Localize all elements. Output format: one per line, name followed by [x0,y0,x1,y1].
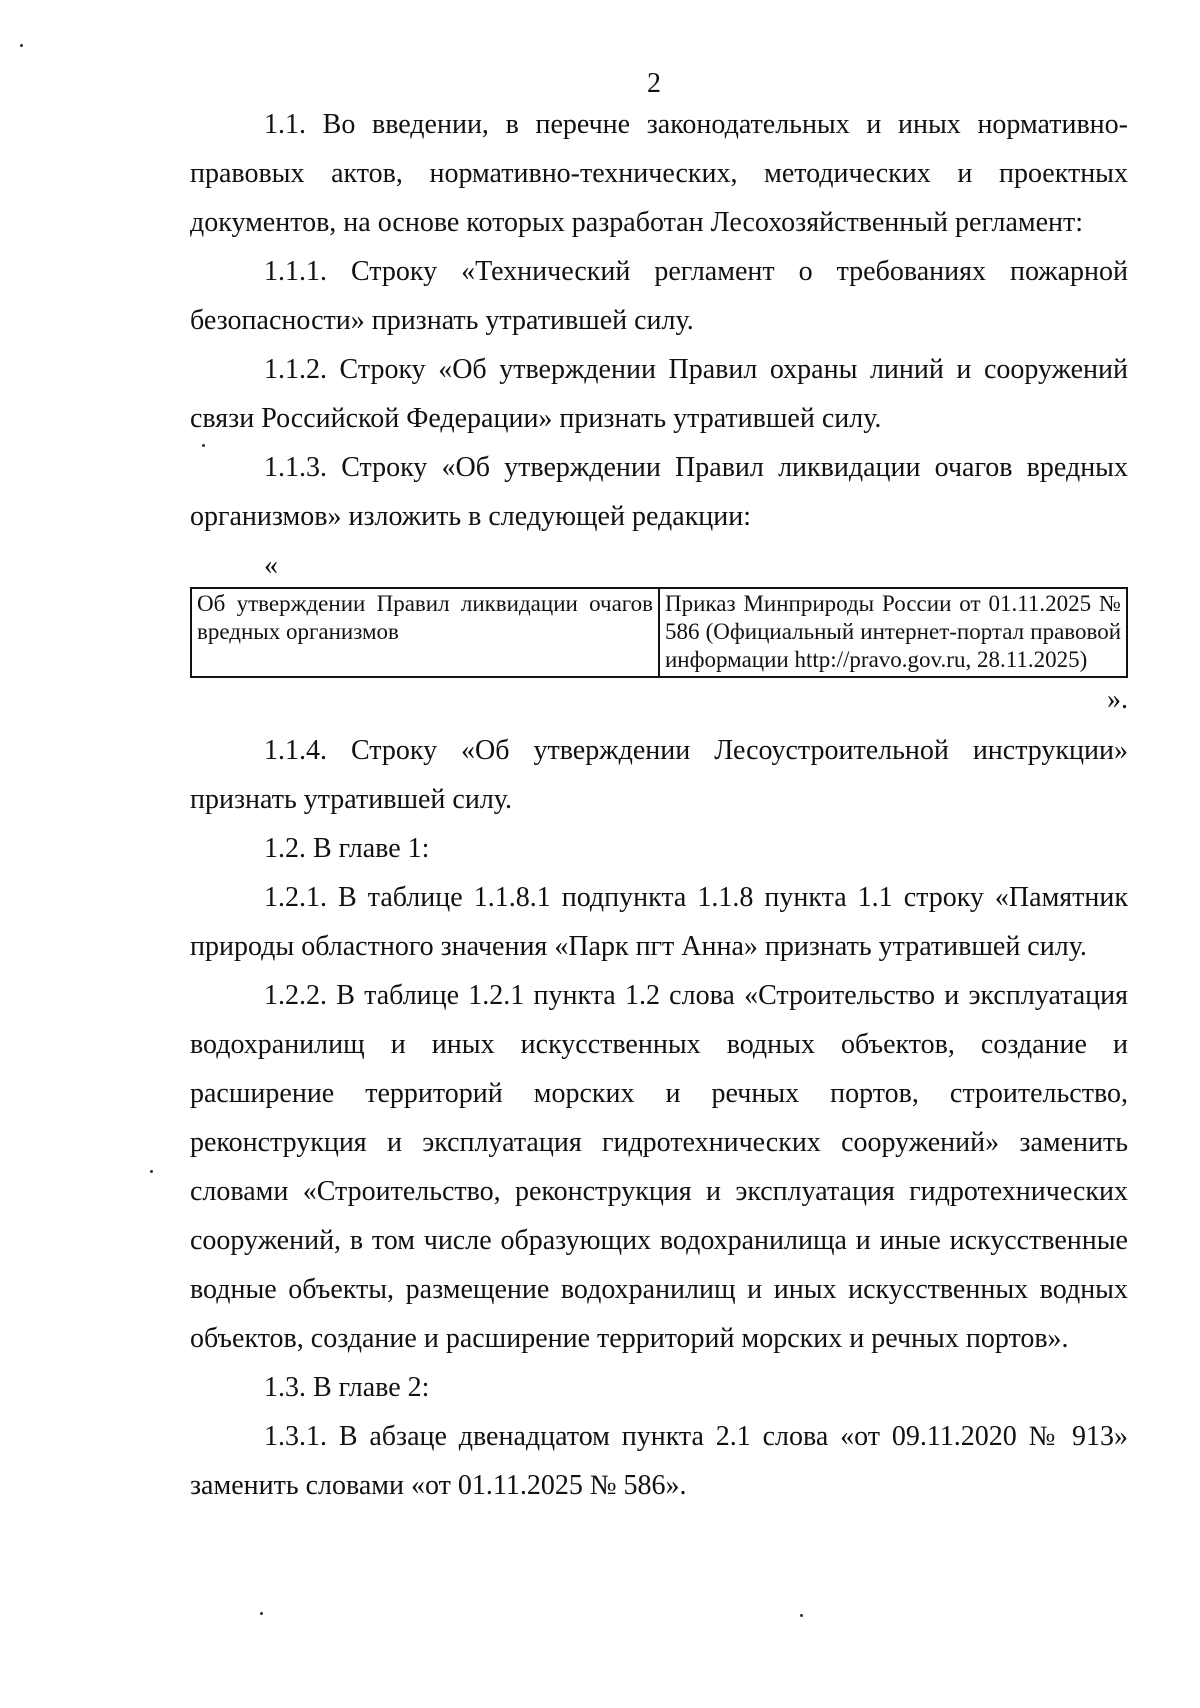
scan-speck [800,1614,803,1617]
paragraph-1-3-1: 1.3.1. В абзаце двенадцатом пункта 2.1 слова «от 09.11.2020 № 913» заменить словами «от 01.11.2025 № 586». [190,1421,1128,1501]
paragraph-1-2-2: 1.2.2. В таблице 1.2.1 пункта 1.2 слова «Строительство и эксплуатация водохранилищ и иных искусственных водных объектов, создание и расширение территорий морских и речных портов, строительство, реконструкция и эксплуатация гидротехнических сооружений» заменить словами «Строительство, реконструкция и эксплуатация гидротехнических сооружений, в том числе образующих водохранилища и иные искусственные водные объекты, размещение водохранилищ и иных искусственных водных объектов, создание и расширение территорий морских и речных портов». [190,980,1128,1354]
table-row [191,588,1127,677]
paragraph-1-3: 1.3. В главе 2: [264,1372,430,1403]
paragraph-1-2: 1.2. В главе 1: [264,833,430,864]
scan-speck [150,1170,153,1173]
opening-quote-mark: « [264,550,278,581]
inserted-row-table [190,587,1128,678]
table-cell-document-title: Об утверждении Правил ликвидации очагов вредных организмов [191,588,659,677]
paragraph-1-1-2: 1.1.2. Строку «Об утверждении Правил охраны линий и сооружений связи Российской Федерации» признать утратившей силу. [190,354,1128,434]
paragraph-1-1-1: 1.1.1. Строку «Технический регламент о требованиях пожарной безопасности» признать утратившей силу. [190,256,1128,336]
paragraph-1-2-1: 1.2.1. В таблице 1.1.8.1 подпункта 1.1.8 пункта 1.1 строку «Памятник природы областного значения «Парк пгт Анна» признать утратившей силу. [190,882,1128,962]
scan-speck [20,44,23,47]
scan-speck [260,1612,263,1615]
page-number: 2 [647,68,661,99]
scan-speck [202,444,205,447]
closing-quote-mark: ». [1107,684,1128,715]
document-body [190,100,1128,1510]
paragraph-1-1: 1.1. Во введении, в перечне законодательных и иных нормативно-правовых актов, нормативно-технических, методических и проектных документов, на основе которых разработан Лесохозяйственный регламент: [190,109,1128,238]
paragraph-1-1-4: 1.1.4. Строку «Об утверждении Лесоустроительной инструкции» признать утратившей силу. [190,735,1128,815]
paragraph-1-1-3: 1.1.3. Строку «Об утверждении Правил ликвидации очагов вредных организмов» изложить в следующей редакции: [190,452,1128,532]
table-cell-document-reference: Приказ Минприроды России от 01.11.2025 № 586 (Официальный интернет-портал правовой информации http://pravo.gov.ru, 28.11.2025) [659,588,1127,677]
